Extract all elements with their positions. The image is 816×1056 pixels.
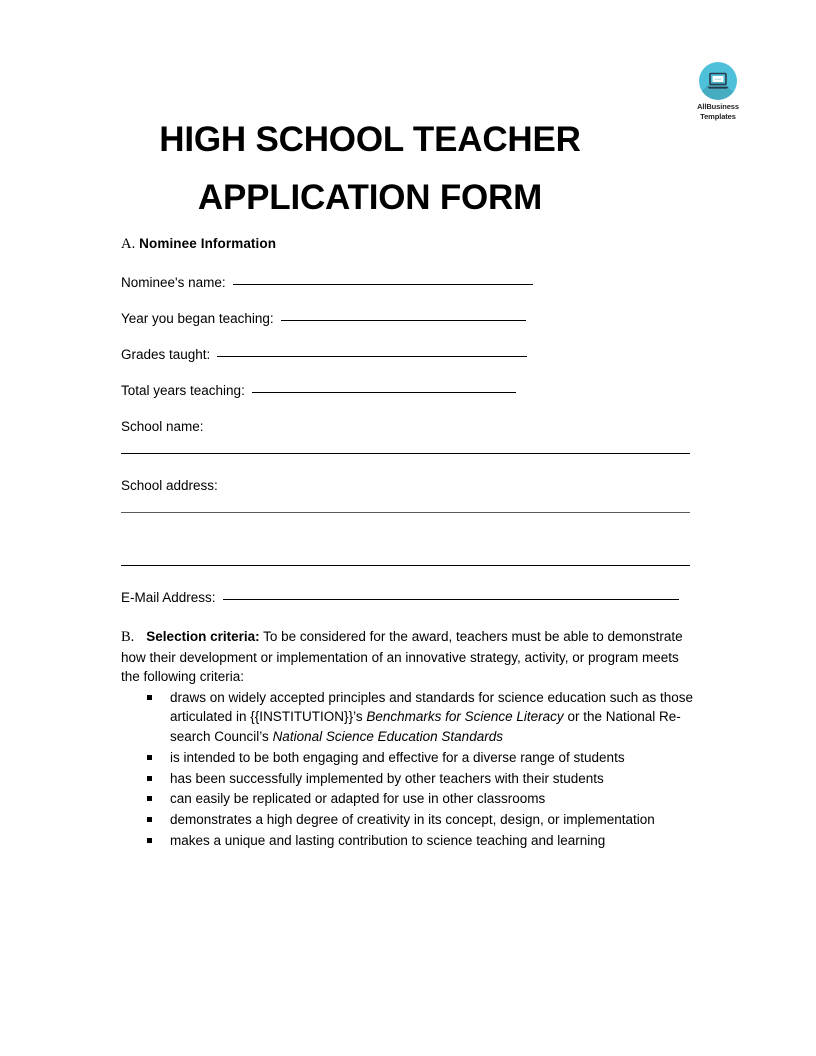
field-year-began-teaching-label: Year you began teaching:	[121, 311, 274, 326]
field-total-years-teaching[interactable]	[121, 383, 701, 398]
page-title-line1: HIGH SCHOOL TEACHER	[159, 120, 581, 160]
list-item	[121, 810, 701, 830]
selection-criteria-list	[121, 688, 701, 851]
bullet-square-icon	[147, 776, 152, 781]
criteria-text-3: has been successfully implemented by other teachers with their students	[170, 770, 604, 786]
bullet-square-icon	[147, 695, 152, 700]
field-school-address-spacer	[121, 537, 701, 565]
field-grades-taught[interactable]	[121, 347, 701, 362]
logo-wordmark-line1: AllBusiness	[697, 102, 739, 111]
field-nominee-name[interactable]	[121, 275, 701, 290]
section-b	[121, 627, 701, 851]
section-b-heading-label: Selection criteria:	[146, 629, 260, 644]
field-school-name-label: School name:	[121, 419, 204, 434]
page-title-line2: APPLICATION FORM	[197, 178, 543, 218]
bullet-square-icon	[147, 838, 152, 843]
section-a-heading	[121, 236, 701, 253]
document-body	[121, 236, 701, 851]
field-school-address-input-line1[interactable]	[121, 512, 690, 513]
list-item	[121, 748, 701, 768]
field-year-began-teaching-input[interactable]	[281, 320, 526, 321]
laptop-icon	[706, 72, 730, 90]
field-grades-taught-label: Grades taught:	[121, 347, 211, 362]
field-grades-taught-input[interactable]	[217, 356, 527, 357]
logo-circle	[699, 62, 737, 100]
criteria-text-4: can easily be replicated or adapted for use in other classrooms	[170, 791, 546, 807]
list-item	[121, 831, 701, 851]
section-b-letter: B.	[121, 629, 135, 645]
field-total-years-teaching-label: Total years teaching:	[121, 383, 245, 398]
criteria-text-6: makes a unique and lasting contribution to science teaching and learning	[170, 833, 606, 849]
criteria-text-1: draws on widely accepted principles and standards for science education such as those articulated in {{INSTITUTION}}’s Benchmarks for Science Literacy or the National Re- search Council’s National Science Education Standards	[170, 689, 694, 745]
allbusiness-templates-logo	[687, 62, 749, 121]
bullet-square-icon	[147, 817, 152, 822]
field-school-address[interactable]	[121, 478, 701, 566]
field-year-began-teaching[interactable]	[121, 311, 701, 326]
field-school-name-input[interactable]	[121, 453, 690, 454]
bullet-square-icon	[147, 755, 152, 760]
field-email-address[interactable]	[121, 590, 701, 605]
list-item	[121, 789, 701, 809]
logo-wordmark-line2: Templates	[700, 111, 736, 121]
section-b-intro	[121, 627, 701, 687]
section-b-intro-text: To be considered for the award, teachers must be able to demonstrate how their development or implementation of an innovative strategy, activity, or program meets the following criteria:	[121, 629, 683, 684]
section-a-letter: A.	[121, 236, 136, 252]
field-nominee-name-input[interactable]	[233, 284, 533, 285]
list-item	[121, 688, 701, 747]
bullet-square-icon	[147, 796, 152, 801]
logo-wordmark	[687, 102, 749, 121]
field-school-name[interactable]	[121, 419, 701, 454]
section-a-heading-label: Nominee Information	[139, 236, 277, 251]
field-school-address-input-line2[interactable]	[121, 565, 690, 566]
field-email-address-label: E-Mail Address:	[121, 590, 216, 605]
criteria-text-2: is intended to be both engaging and effective for a diverse range of students	[170, 749, 625, 765]
field-email-address-input[interactable]	[223, 599, 679, 600]
page-title	[78, 111, 662, 227]
criteria-text-5: demonstrates a high degree of creativity in its concept, design, or implementation	[170, 812, 655, 828]
list-item	[121, 769, 701, 789]
field-total-years-teaching-input[interactable]	[252, 392, 516, 393]
field-nominee-name-label: Nominee's name:	[121, 275, 226, 290]
field-school-address-label: School address:	[121, 478, 218, 493]
